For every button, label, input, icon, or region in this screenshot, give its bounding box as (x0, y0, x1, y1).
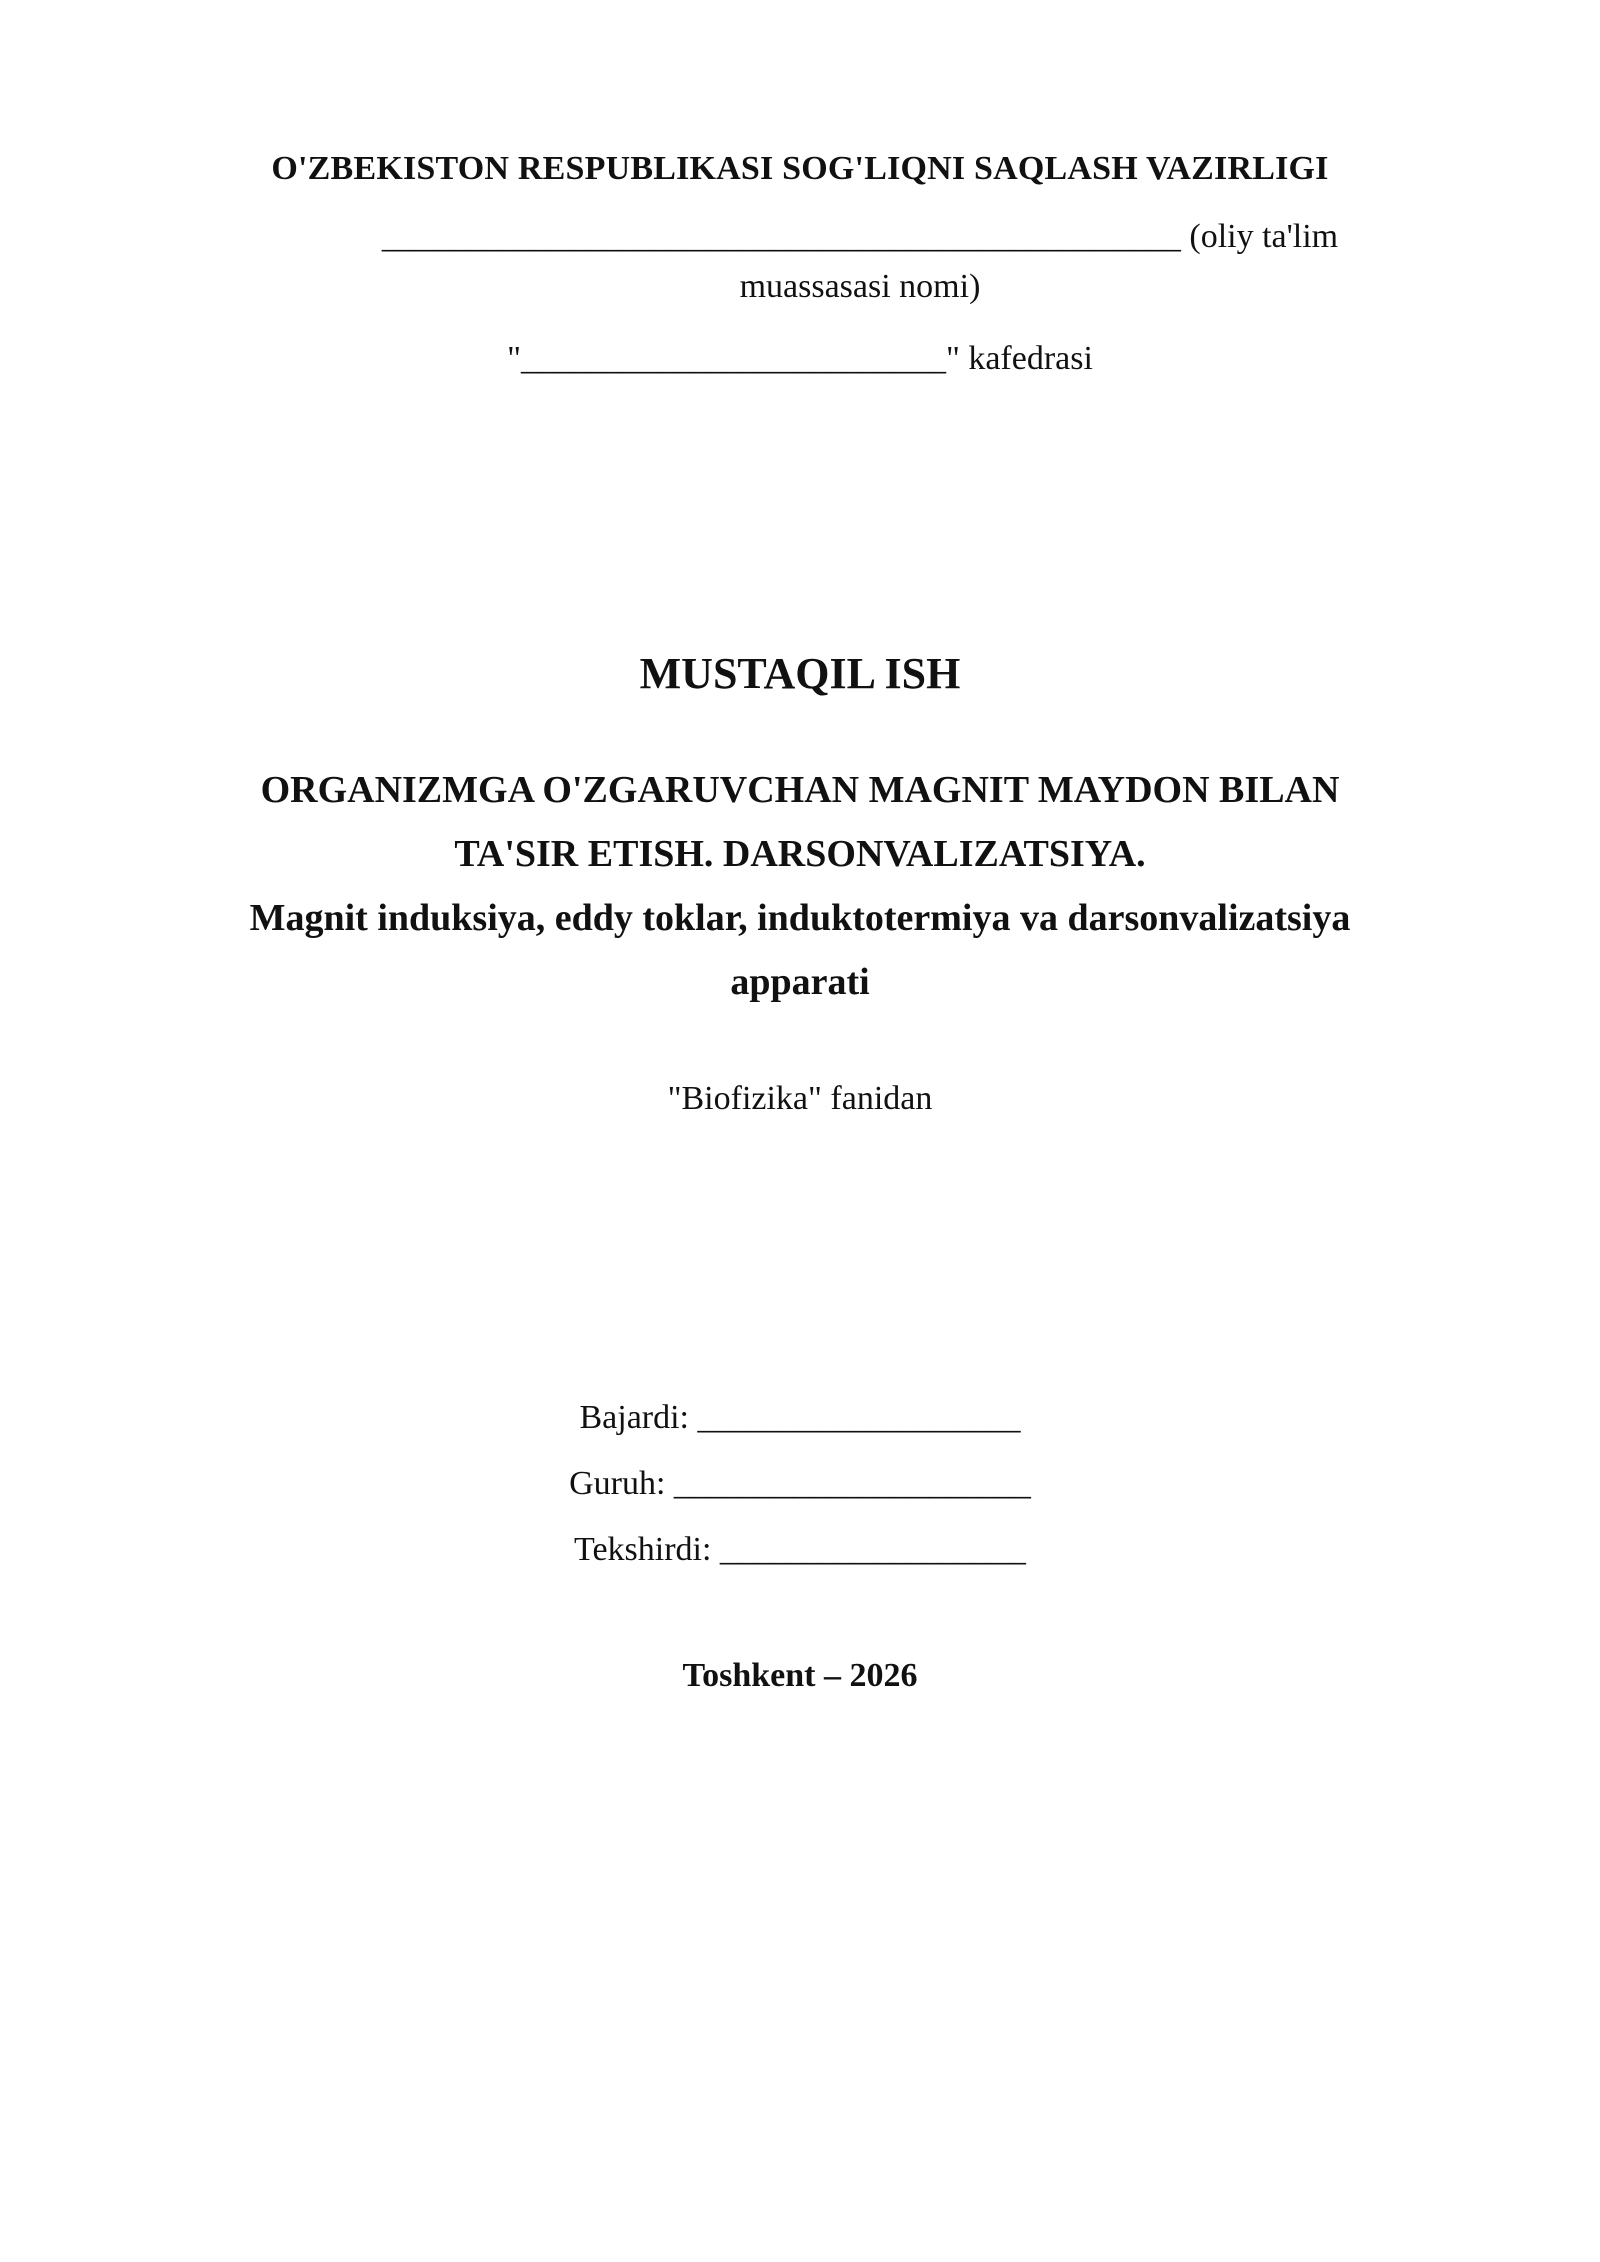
guruh-line: Guruh: _____________________ (569, 1465, 1031, 1502)
kafedra-line: "_________________________" kafedrasi (507, 340, 1093, 377)
ministry-heading: O'ZBEKISTON RESPUBLIKASI SOG'LIQNI SAQLASH VAZIRLIGI (271, 150, 1329, 187)
topic-subtitle-line-2: apparati (730, 961, 870, 1003)
topic-title-line-2: TA'SIR ETISH. DARSONVALIZATSIYA. (454, 833, 1146, 875)
institution-name-line: _______________________________________________ (oliy ta'lim muassasasi nomi) (381, 218, 1339, 305)
subject-line: "Biofizika" fanidan (667, 1080, 933, 1117)
document-type-title: MUSTAQIL ISH (639, 649, 961, 698)
tekshirdi-line: Tekshirdi: __________________ (574, 1531, 1026, 1568)
bajardi-line: Bajardi: ___________________ (579, 1399, 1021, 1436)
topic-title (200, 758, 1400, 1014)
city-year-footer: Toshkent – 2026 (682, 1657, 918, 1694)
topic-subtitle-line-1: Magnit induksiya, eddy toklar, induktotermiya va darsonvalizatsiya (249, 897, 1351, 939)
topic-title-line-1: ORGANIZMGA O'ZGARUVCHAN MAGNIT MAYDON BILAN (260, 769, 1340, 811)
signature-block (0, 1385, 1600, 1583)
